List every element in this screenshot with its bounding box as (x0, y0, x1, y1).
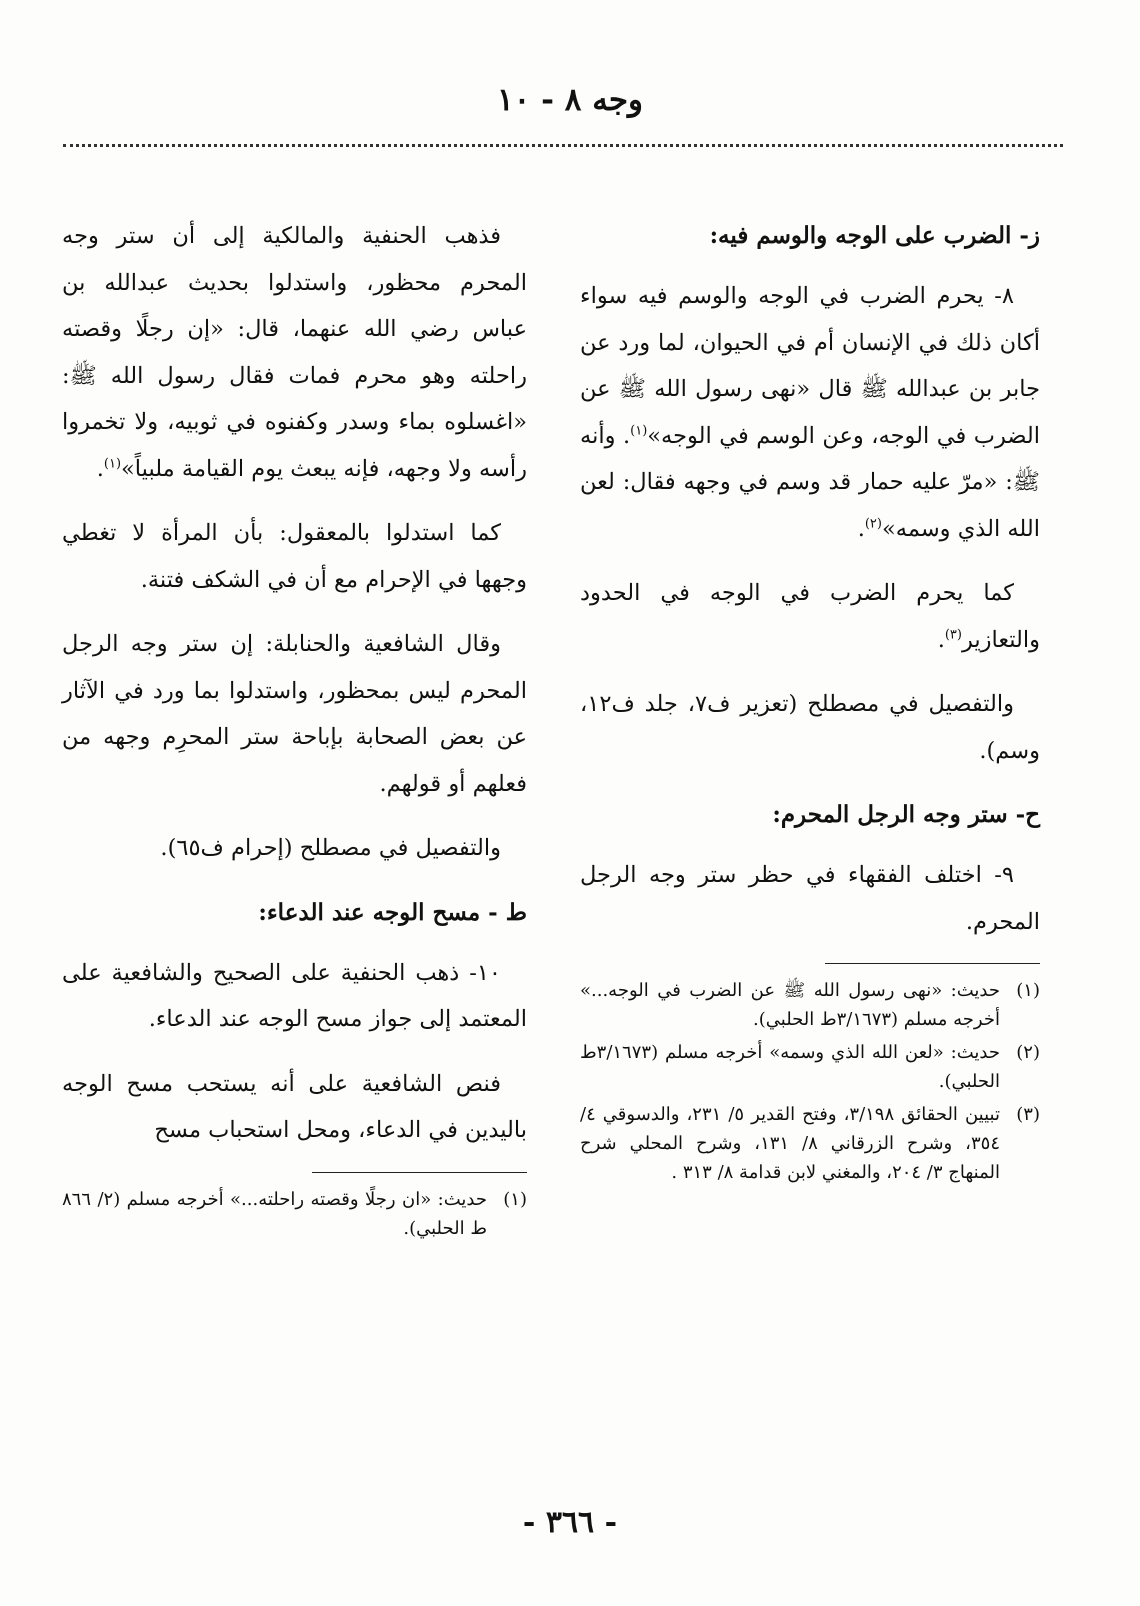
page-header-title: وجه ٨ - ١٠ (497, 82, 643, 118)
footnote-mark: (٣) (1016, 1104, 1040, 1125)
left-column (62, 213, 527, 1247)
footnote-text: تبيين الحقائق ٣/١٩٨، وفتح القدير ٥/ ٢٣١، والدسوقي ٤/ ٣٥٤، وشرح الزرقاني ٨/ ١٣١، وشرح المحلي شرح المنهاج ٣/ ٢٠٤، والمغني لابن قدامة ٨/ ٣١٣ . (580, 1104, 1000, 1183)
footnote-text: حديث: «لعن الله الذي وسمه» أخرجه مسلم (٣/١٦٧٣ط الحلبي). (580, 1042, 1000, 1092)
paragraph-hudud-text: كما يحرم الضرب في الوجه في الحدود والتعازير (580, 580, 1040, 653)
footnote-item (580, 1038, 1040, 1096)
footnote-ref-1: (١) (630, 423, 648, 438)
paragraph-hudud-end: . (937, 626, 945, 653)
paragraph-8-text-c: . (857, 515, 865, 542)
paragraph-hudud (580, 570, 1040, 663)
footnote-item (580, 976, 1040, 1034)
footnotes-right (580, 976, 1040, 1187)
section-z-heading: ز- الضرب على الوجه والوسم فيه: (709, 222, 1040, 249)
footnote-text: حديث: «ان رجلًا وقصته راحلته...» أخرجه مسلم (٢/ ٨٦٦ ط الحلبي). (62, 1188, 487, 1239)
section-t-heading: ط - مسح الوجه عند الدعاء: (258, 898, 527, 926)
paragraph-hanafi-text: فذهب الحنفية والمالكية إلى أن ستر وجه المحرم محظور، واستدلوا بحديث عبدالله بن عباس رضي الله عنهما، قال: «إن رجلًا وقصته راحلته وهو محرم فمات فقال رسول الله ﷺ: «اغسلوه بماء وسدر وكفنوه في ثوبيه، ولا تخمروا رأسه ولا وجهه، فإنه يبعث يوم القيامة ملبياً» (62, 223, 527, 482)
paragraph-10b: فنص الشافعية على أنه يستحب مسح الوجه باليدين في الدعاء، ومحل استحباب مسح (62, 1070, 527, 1143)
footnote-ref-3: (٣) (944, 627, 962, 642)
paragraph-hanafi-end: . (96, 455, 104, 482)
paragraph-8-text-a: ٨- يحرم الضرب في الوجه والوسم فيه سواء أكان ذلك في الإنسان أم في الحيوان، لما ورد عن جابر بن عبدالله ﷺ قال «نهى رسول الله ﷺ عن الضرب في الوجه، وعن الوسم في الوجه» (580, 283, 1041, 449)
paragraph-hanafi (62, 213, 527, 492)
paragraph-tafsil-tazir: والتفصيل في مصطلح (تعزير ف٧، جلد ف١٢، وسم). (580, 691, 1040, 764)
footnote-item (62, 1185, 527, 1243)
footnote-text: حديث: «نهى رسول الله ﷺ عن الضرب في الوجه...» أخرجه مسلم (٣/١٦٧٣ط الحلبي). (580, 980, 1000, 1030)
footnotes-left (62, 1185, 527, 1243)
section-h-heading: ح- ستر وجه الرجل المحرم: (772, 801, 1040, 828)
right-column (580, 213, 1040, 1191)
header-dotted-divider (63, 144, 1063, 147)
footnote-divider-right (825, 963, 1040, 964)
footnote-item (580, 1100, 1040, 1187)
paragraph-shafii: وقال الشافعية والحنابلة: إن ستر وجه الرجل المحرم ليس بمحظور، واستدلوا بما ورد في الآثار عن بعض الصحابة بإباحة ستر المحرِم وجهه من فعلهم أو قولهم. (62, 631, 527, 797)
footnote-divider-left (312, 1172, 527, 1173)
paragraph-10: ١٠- ذهب الحنفية على الصحيح والشافعية على المعتمد إلى جواز مسح الوجه عند الدعاء. (62, 959, 527, 1032)
paragraph-tafsil-ihram: والتفصيل في مصطلح (إحرام ف٦٥). (160, 835, 501, 861)
footnote-mark: (٢) (1016, 1042, 1040, 1063)
page-number: - ٣٦٦ - (522, 1505, 618, 1540)
footnote-mark: (١) (503, 1188, 527, 1210)
paragraph-9: ٩- اختلف الفقهاء في حظر ستر وجه الرجل المحرم. (580, 862, 1040, 935)
footnote-mark: (١) (1016, 980, 1040, 1001)
footnote-ref-1: (١) (103, 456, 122, 471)
footnote-ref-2: (٢) (864, 516, 882, 531)
paragraph-8-text-b: . وأنه ﷺ: «مرّ عليه حمار قد وسم في وجهه فقال: لعن الله الذي وسمه» (580, 422, 1040, 542)
paragraph-8 (580, 273, 1040, 552)
paragraph-maqul: كما استدلوا بالمعقول: بأن المرأة لا تغطي وجهها في الإحرام مع أن في الشكف فتنة. (62, 520, 527, 593)
